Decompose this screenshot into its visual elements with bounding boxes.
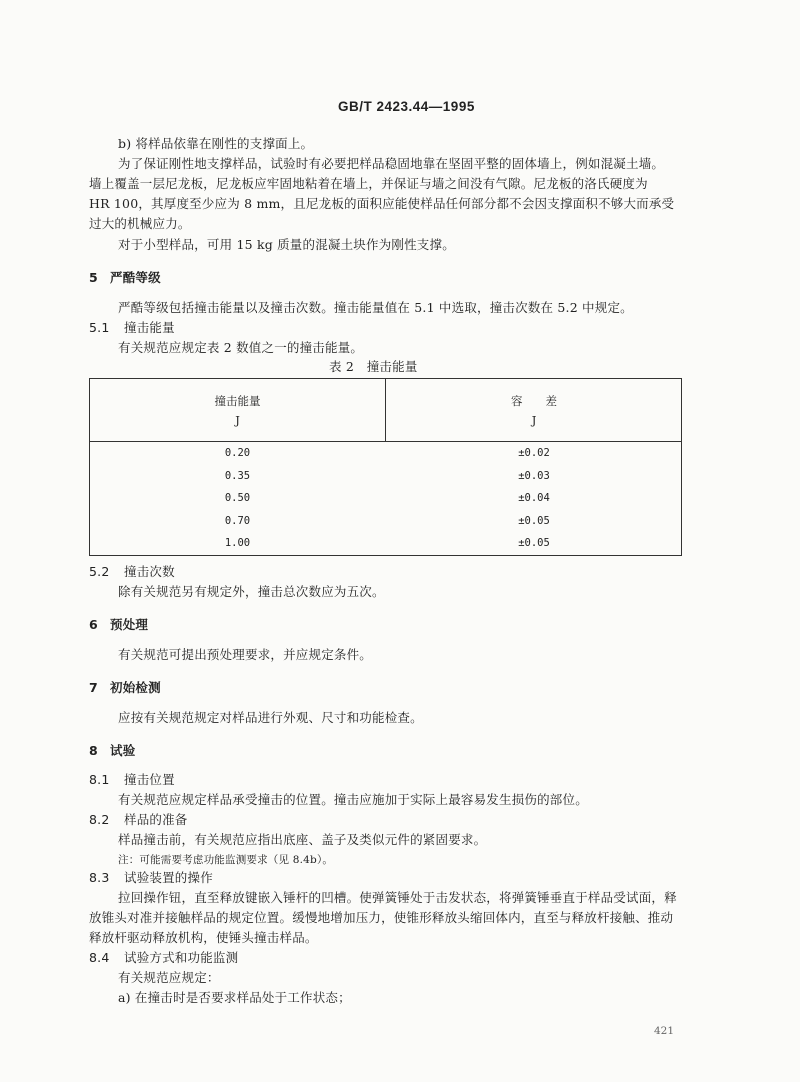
table-divider [385,379,386,441]
section-title: 严酷等级 [110,270,161,285]
paragraph: 严酷等级包括撞击能量以及撞击次数。撞击能量值在 5.1 中选取，撞击次数在 5.2 中规定。 [118,300,633,315]
subsection-number: 8.3 [89,870,110,885]
paragraph: 有关规范应规定样品承受撞击的位置。撞击应施加于实际上最容易发生损伤的部位。 [118,792,588,807]
list-item-b: b) 将样品依靠在刚性的支撑面上。 [118,136,314,151]
table-cell: ±0.04 [518,492,550,504]
subsection-number: 8.4 [89,950,110,965]
table-header: 容 差 [511,394,557,408]
document-header: GB/T 2423.44—1995 [338,99,475,114]
table-cell: 0.50 [224,492,251,504]
section-title: 预处理 [110,617,149,632]
subsection-title: 样品的准备 [124,812,188,827]
paragraph: 有关规范应规定： [118,970,220,985]
table-cell: 0.20 [224,447,251,459]
table-cell: 0.35 [224,470,251,482]
paragraph: 有关规范应规定表 2 数值之一的撞击能量。 [118,340,364,355]
paragraph: 应按有关规范规定对样品进行外观、尺寸和功能检查。 [118,710,423,725]
paragraph-line: 释放杆驱动释放机构，使锤头撞击样品。 [89,930,318,945]
table-caption: 表 2 撞击能量 [329,359,418,374]
paragraph-line: 墙上覆盖一层尼龙板，尼龙板应牢固地粘着在墙上，并保证与墙之间没有气隙。尼龙板的洛氏硬度为 [89,176,648,191]
paragraph: 样品撞击前，有关规范应指出底座、盖子及类似元件的紧固要求。 [118,832,487,847]
table-header-unit: J [235,413,240,427]
paragraph: 除有关规范另有规定外，撞击总次数应为五次。 [118,584,385,599]
impact-energy-table [89,378,682,556]
list-item-a: a) 在撞击时是否要求样品处于工作状态； [118,990,351,1005]
section-number: 5 [89,270,98,285]
paragraph: 有关规范可提出预处理要求，并应规定条件。 [118,647,373,662]
paragraph: 对于小型样品，可用 15 kg 质量的混凝土块作为刚性支撑。 [118,237,455,252]
paragraph-line: HR 100，其厚度至少应为 8 mm，且尼龙板的面积应能使样品任何部分都不会因支撑面积不够大而承受 [89,196,675,211]
subsection-number: 5.1 [89,320,110,335]
section-title: 试验 [110,743,136,758]
section-number: 7 [89,680,98,695]
paragraph-line: 拉回操作钮，直至释放键嵌入锤杆的凹槽。使弹簧锤处于击发状态，将弹簧锤垂直于样品受试面，释 [118,890,677,905]
table-cell: ±0.03 [518,470,550,482]
paragraph-line: 过大的机械应力。 [89,216,191,231]
section-number: 8 [89,743,98,758]
subsection-title: 试验装置的操作 [124,870,213,885]
subsection-title: 撞击能量 [124,320,175,335]
subsection-number: 5.2 [89,564,110,579]
subsection-number: 8.2 [89,812,110,827]
subsection-title: 试验方式和功能监测 [124,950,239,965]
note: 注：可能需要考虑功能监测要求（见 8.4b）。 [118,854,334,866]
table-cell: ±0.05 [518,515,550,527]
subsection-title: 撞击位置 [124,772,175,787]
table-cell: ±0.05 [518,537,550,549]
table-header: 撞击能量 [214,394,261,408]
table-cell: ±0.02 [518,447,550,459]
table-header-unit: J [531,413,537,427]
section-number: 6 [89,617,98,632]
table-cell: 1.00 [224,537,251,549]
subsection-number: 8.1 [89,772,110,787]
subsection-title: 撞击次数 [124,564,175,579]
section-title: 初始检测 [110,680,161,695]
paragraph-line: 放锥头对准并接触样品的规定位置。缓慢地增加压力，使锥形释放头缩回体内，直至与释放杆接触、推动 [89,910,674,925]
paragraph-line: 为了保证刚性地支撑样品，试验时有必要把样品稳固地靠在坚固平整的固体墙上，例如混凝土墙。 [118,156,665,171]
table-cell: 0.70 [224,515,251,527]
table-divider [90,441,681,442]
page-number: 421 [654,1025,675,1037]
